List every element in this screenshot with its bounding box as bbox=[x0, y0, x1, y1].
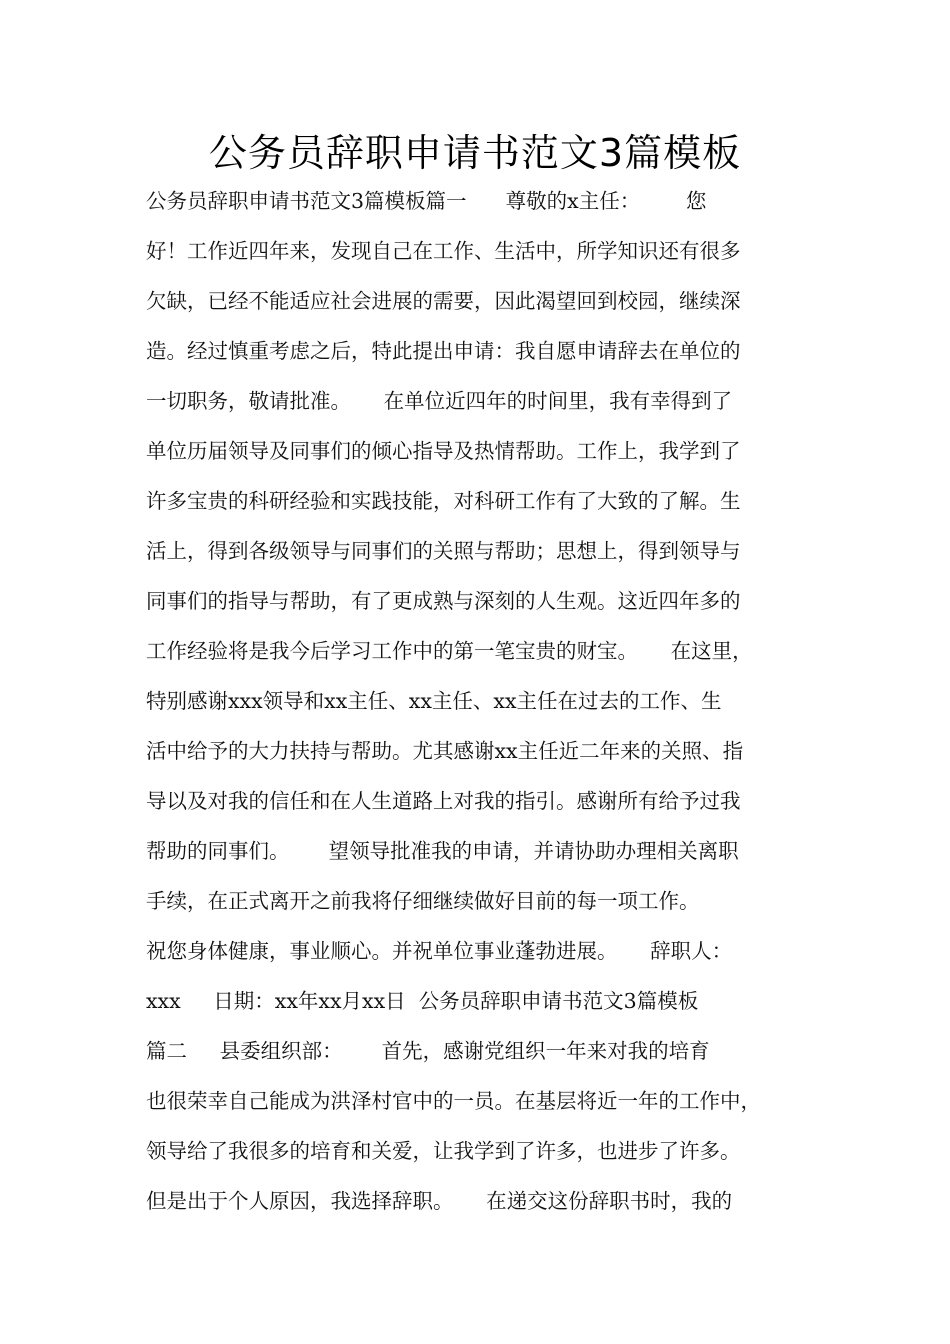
text-line: xxx 日期：xx年xx月xx日 公务员辞职申请书范文3篇模板 bbox=[146, 989, 699, 1013]
text-line: 活上，得到各级领导与同事们的关照与帮助；思想上，得到领导与 bbox=[146, 539, 741, 563]
text-line: 欠缺，已经不能适应社会进展的需要，因此渴望回到校园，继续深 bbox=[146, 289, 741, 313]
text-line: 特别感谢xxx领导和xx主任、xx主任、xx主任在过去的工作、生 bbox=[146, 689, 722, 713]
text-line: 也很荣幸自己能成为洪泽村官中的一员。在基层将近一年的工作中， bbox=[146, 1089, 761, 1113]
text-line: 一切职务，敬请批准。 在单位近四年的时间里，我有幸得到了 bbox=[146, 389, 733, 413]
text-line: 造。经过慎重考虑之后，特此提出申请：我自愿申请辞去在单位的 bbox=[146, 339, 741, 363]
text-line: 帮助的同事们。 望领导批准我的申请，并请协助办理相关离职 bbox=[146, 839, 739, 863]
text-line: 同事们的指导与帮助，有了更成熟与深刻的人生观。这近四年多的 bbox=[146, 589, 741, 613]
text-line: 许多宝贵的科研经验和实践技能，对科研工作有了大致的了解。生 bbox=[146, 489, 741, 513]
text-line: 领导给了我很多的培育和关爱，让我学到了许多，也进步了许多。 bbox=[146, 1139, 741, 1163]
text-line: 单位历届领导及同事们的倾心指导及热情帮助。工作上，我学到了 bbox=[146, 439, 741, 463]
text-line: 工作经验将是我今后学习工作中的第一笔宝贵的财宝。 在这里， bbox=[146, 639, 753, 663]
text-line: 公务员辞职申请书范文3篇模板篇一 尊敬的x主任： 您 bbox=[146, 189, 707, 213]
text-line: 导以及对我的信任和在人生道路上对我的指引。感谢所有给予过我 bbox=[146, 789, 741, 813]
document-body bbox=[146, 182, 826, 1232]
text-line: 祝您身体健康，事业顺心。并祝单位事业蓬勃进展。 辞职人： bbox=[146, 939, 733, 963]
document-title: 公务员辞职申请书范文3篇模板 bbox=[208, 131, 742, 175]
text-line: 篇二 县委组织部： 首先，感谢党组织一年来对我的培育 bbox=[146, 1039, 710, 1063]
text-line: 手续，在正式离开之前我将仔细继续做好目前的每一项工作。 bbox=[146, 889, 700, 913]
text-line: 活中给予的大力扶持与帮助。尤其感谢xx主任近二年来的关照、指 bbox=[146, 739, 744, 763]
text-line: 好！工作近四年来，发现自己在工作、生活中，所学知识还有很多 bbox=[146, 239, 741, 263]
text-line: 但是出于个人原因，我选择辞职。 在递交这份辞职书时，我的 bbox=[146, 1189, 733, 1213]
